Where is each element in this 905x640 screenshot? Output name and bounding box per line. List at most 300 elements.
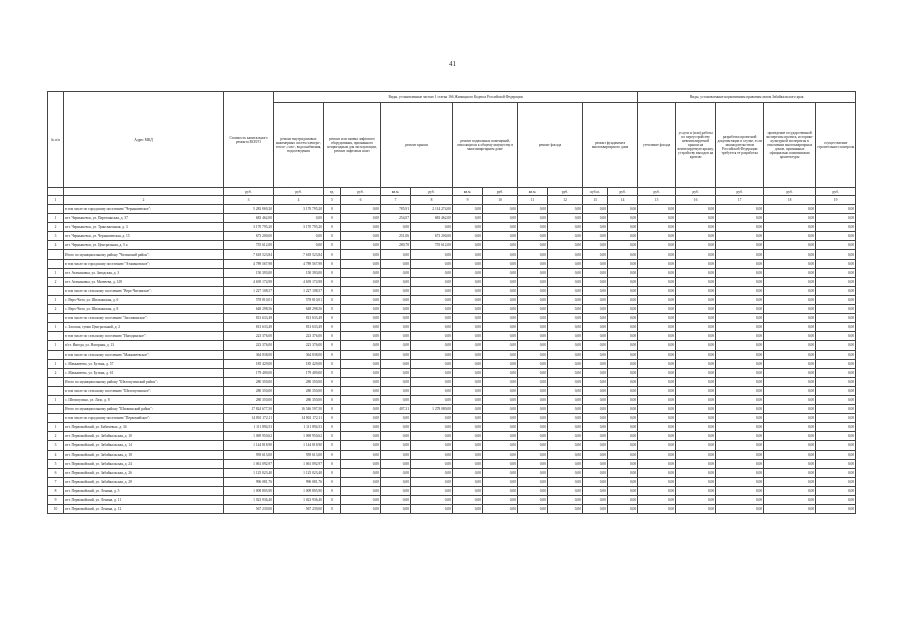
value-cell: 0,00 xyxy=(816,214,856,223)
address-cell: пгт. Чернышевск, ул. Чернышевская, д. 15 xyxy=(64,232,224,241)
value-cell: 0,00 xyxy=(381,359,411,368)
value-cell: 0,00 xyxy=(676,477,716,486)
value-cell: 0,00 xyxy=(608,214,638,223)
value-cell: 0,00 xyxy=(608,468,638,477)
value-cell: 0,00 xyxy=(638,359,676,368)
value-cell: 755 612,00 xyxy=(224,241,274,250)
value-cell: 0,00 xyxy=(453,432,483,441)
value-cell: 150 393,00 xyxy=(274,268,324,277)
value-cell: 0,00 xyxy=(483,359,518,368)
header-foundation: ремонт фундамента многоквартирного дома xyxy=(583,103,638,188)
value-cell: 0,00 xyxy=(638,368,676,377)
table-row xyxy=(48,505,856,514)
value-cell: 0,00 xyxy=(716,268,764,277)
value-cell: 0,00 xyxy=(341,496,381,505)
unit-cell: руб. xyxy=(676,188,716,196)
value-cell: 0,00 xyxy=(816,359,856,368)
value-cell: 0,00 xyxy=(518,250,548,259)
value-cell: 0,00 xyxy=(381,341,411,350)
header-no: № п/п xyxy=(48,92,64,188)
value-cell: 0,00 xyxy=(341,432,381,441)
value-cell: 0,00 xyxy=(608,314,638,323)
address-cell: в том числе по сельскому поселению "Верх-Читинское": xyxy=(64,286,224,295)
value-cell: 0,00 xyxy=(676,405,716,414)
value-cell: 0,00 xyxy=(453,277,483,286)
value-cell: 0,00 xyxy=(583,205,608,214)
table-row xyxy=(48,323,856,332)
value-cell: 0,00 xyxy=(583,350,608,359)
value-cell: 0 xyxy=(324,205,341,214)
value-cell: 0,00 xyxy=(638,386,676,395)
value-cell: 0,00 xyxy=(341,505,381,514)
value-cell: 1 009 805,90 xyxy=(274,486,324,495)
value-cell: 0,00 xyxy=(453,450,483,459)
value-cell: 0,00 xyxy=(411,377,453,386)
value-cell: 0,00 xyxy=(518,305,548,314)
address-cell: в том числе по сельскому поселению "Шелопугинское": xyxy=(64,386,224,395)
address-cell: пгт. Чернышевск, ул. Центральная, д. 5 а xyxy=(64,241,224,250)
value-cell: 0,00 xyxy=(716,332,764,341)
value-cell: 0,00 xyxy=(381,423,411,432)
value-cell: 0,00 xyxy=(548,250,583,259)
row-number-cell: 2 xyxy=(48,305,64,314)
value-cell: 0,00 xyxy=(548,395,583,404)
value-cell: 0,00 xyxy=(716,277,764,286)
value-cell: 0,00 xyxy=(608,423,638,432)
value-cell: 0,00 xyxy=(483,232,518,241)
value-cell: 0,00 xyxy=(764,341,816,350)
value-cell: 0,00 xyxy=(676,223,716,232)
value-cell: 0,00 xyxy=(548,486,583,495)
value-cell: 0,00 xyxy=(764,377,816,386)
value-cell: 0,00 xyxy=(816,368,856,377)
value-cell: 0,00 xyxy=(453,259,483,268)
value-cell: 0,00 xyxy=(764,305,816,314)
value-cell: 578 810,01 xyxy=(274,295,324,304)
value-cell: 0,00 xyxy=(453,496,483,505)
value-cell: 0,00 xyxy=(816,332,856,341)
value-cell: 0,00 xyxy=(676,386,716,395)
table-row xyxy=(48,305,856,314)
row-number-cell: 7 xyxy=(48,477,64,486)
value-cell: 0,00 xyxy=(411,295,453,304)
header-facade: ремонт фасада xyxy=(518,103,583,188)
value-cell: 0,00 xyxy=(453,214,483,223)
value-cell: 0,00 xyxy=(381,486,411,495)
value-cell: 0,00 xyxy=(518,377,548,386)
value-cell: 185 429,00 xyxy=(274,359,324,368)
table-row xyxy=(48,259,856,268)
value-cell: 0,00 xyxy=(411,323,453,332)
column-number: 14 xyxy=(608,196,638,205)
unit-cell: руб. xyxy=(764,188,816,196)
value-cell: 0,00 xyxy=(716,423,764,432)
value-cell: 0,00 xyxy=(381,250,411,259)
value-cell: 0,00 xyxy=(453,232,483,241)
value-cell: 0,00 xyxy=(676,505,716,514)
value-cell: 0,00 xyxy=(816,486,856,495)
value-cell: 0,00 xyxy=(483,214,518,223)
value-cell: 0,00 xyxy=(608,368,638,377)
value-cell: 0,00 xyxy=(483,496,518,505)
value-cell: 0,00 xyxy=(764,223,816,232)
row-number-cell: 1 xyxy=(48,323,64,332)
value-cell: 223 376,00 xyxy=(274,341,324,350)
value-cell: 0,00 xyxy=(608,268,638,277)
value-cell: 0,00 xyxy=(548,323,583,332)
value-cell: 0,00 xyxy=(411,268,453,277)
value-cell: 0,00 xyxy=(716,368,764,377)
value-cell: 1 125 023,40 xyxy=(274,468,324,477)
value-cell: 0,00 xyxy=(716,496,764,505)
value-cell: 0,00 xyxy=(341,486,381,495)
value-cell: 4 639 174,98 xyxy=(274,277,324,286)
value-cell: 0,00 xyxy=(638,205,676,214)
value-cell: 0,00 xyxy=(341,368,381,377)
address-cell: пгт. Первомайский, ул. Забайкальская, д. 10 xyxy=(64,432,224,441)
value-cell: 7 618 523,84 xyxy=(274,250,324,259)
value-cell: 0,00 xyxy=(764,359,816,368)
value-cell: 0,00 xyxy=(411,496,453,505)
column-number: 15 xyxy=(638,196,676,205)
column-number: 19 xyxy=(816,196,856,205)
value-cell: 0 xyxy=(324,441,341,450)
value-cell: 0,00 xyxy=(411,459,453,468)
value-cell: 0,00 xyxy=(764,468,816,477)
address-cell: пгт. Атамановка, ул. Матвеева, д. 128 xyxy=(64,277,224,286)
value-cell: 0,00 xyxy=(764,323,816,332)
row-number-cell: 1 xyxy=(48,341,64,350)
value-cell: 0,00 xyxy=(676,250,716,259)
value-cell: 0,00 xyxy=(716,350,764,359)
unit-cell: руб. xyxy=(638,188,676,196)
value-cell: 0,00 xyxy=(453,414,483,423)
value-cell: 0,00 xyxy=(676,350,716,359)
value-cell: 0,00 xyxy=(341,386,381,395)
value-cell: 0 xyxy=(324,395,341,404)
value-cell: 0,00 xyxy=(341,450,381,459)
value-cell: 0,00 xyxy=(816,241,856,250)
value-cell: 0 xyxy=(324,496,341,505)
value-cell: 0,00 xyxy=(548,441,583,450)
units-row xyxy=(48,188,856,196)
column-number: 8 xyxy=(411,196,453,205)
value-cell: 683 462,00 xyxy=(411,214,453,223)
value-cell: 0,00 xyxy=(816,314,856,323)
value-cell: 0,00 xyxy=(608,432,638,441)
value-cell: 0,00 xyxy=(381,468,411,477)
value-cell: 0,00 xyxy=(453,323,483,332)
row-number-cell xyxy=(48,314,64,323)
value-cell: 0,00 xyxy=(676,305,716,314)
value-cell: 0,00 xyxy=(816,250,856,259)
value-cell: 0,00 xyxy=(341,295,381,304)
value-cell: 17 824 677,50 xyxy=(224,405,274,414)
value-cell: 0,00 xyxy=(676,423,716,432)
value-cell: 0,00 xyxy=(764,477,816,486)
value-cell: 0,00 xyxy=(583,441,608,450)
table-row xyxy=(48,450,856,459)
value-cell: 0,00 xyxy=(453,341,483,350)
address-cell: с. Засопка, тупик Центральный, д. 2 xyxy=(64,323,224,332)
value-cell: 0,00 xyxy=(716,232,764,241)
table-row xyxy=(48,423,856,432)
value-cell: 1 069 950,62 xyxy=(274,432,324,441)
value-cell: 1 278 080,00 xyxy=(411,405,453,414)
value-cell: 0,00 xyxy=(483,441,518,450)
value-cell: 0,00 xyxy=(518,332,548,341)
value-cell: 3 170 795,20 xyxy=(274,223,324,232)
value-cell: 0,00 xyxy=(483,277,518,286)
column-number: 3 xyxy=(224,196,274,205)
value-cell: 0,00 xyxy=(638,214,676,223)
value-cell: 0,00 xyxy=(608,232,638,241)
value-cell: 0,00 xyxy=(381,368,411,377)
value-cell: 0,00 xyxy=(816,277,856,286)
value-cell: 0,00 xyxy=(583,323,608,332)
unit-cell: ед. xyxy=(324,188,341,196)
value-cell: 0,00 xyxy=(548,232,583,241)
value-cell: 0,00 xyxy=(583,241,608,250)
table-row xyxy=(48,477,856,486)
value-cell: 4 789 567,98 xyxy=(274,259,324,268)
table-row xyxy=(48,241,856,250)
value-cell: 0,00 xyxy=(341,305,381,314)
table-row xyxy=(48,459,856,468)
value-cell: 280,78 xyxy=(381,241,411,250)
value-cell: 0,00 xyxy=(716,214,764,223)
address-cell: с. Верх-Чита, ул. Шилкинская, д. 6 xyxy=(64,295,224,304)
value-cell: 0,00 xyxy=(381,259,411,268)
value-cell: 0,00 xyxy=(453,423,483,432)
address-cell: пгт. Атамановка, ул. Заводская, д. 3 xyxy=(64,268,224,277)
value-cell: 0,00 xyxy=(583,223,608,232)
unit-cell: кв.м. xyxy=(381,188,411,196)
value-cell: 0,00 xyxy=(676,459,716,468)
value-cell: 0,00 xyxy=(764,295,816,304)
value-cell: 0,00 xyxy=(548,477,583,486)
header-design-docs: разработка проектной документации в случае, если законодательством Российской Федерации требуется ее разработка xyxy=(716,103,764,188)
row-number-cell: 2 xyxy=(48,277,64,286)
value-cell: 0,00 xyxy=(483,395,518,404)
value-cell: 0,00 xyxy=(381,223,411,232)
value-cell: 0,00 xyxy=(341,350,381,359)
value-cell: 0,00 xyxy=(816,414,856,423)
value-cell: 683 462,00 xyxy=(224,214,274,223)
value-cell: 0,00 xyxy=(764,350,816,359)
value-cell: 0,00 xyxy=(764,277,816,286)
table-row xyxy=(48,359,856,368)
value-cell: 0,00 xyxy=(411,305,453,314)
value-cell: 0,00 xyxy=(453,268,483,277)
value-cell: 0,00 xyxy=(453,486,483,495)
value-cell: 0,00 xyxy=(764,214,816,223)
value-cell: 0,00 xyxy=(764,450,816,459)
value-cell: 0,00 xyxy=(518,277,548,286)
value-cell: 0,00 xyxy=(453,314,483,323)
value-cell: 0,00 xyxy=(638,268,676,277)
value-cell: 0,00 xyxy=(638,441,676,450)
value-cell: 0,00 xyxy=(638,459,676,468)
value-cell: 1 111 894,53 xyxy=(274,423,324,432)
value-cell: 0,00 xyxy=(518,295,548,304)
value-cell: 0,00 xyxy=(548,259,583,268)
value-cell: 0,00 xyxy=(548,332,583,341)
value-cell: 0,00 xyxy=(638,450,676,459)
value-cell: 0,00 xyxy=(816,259,856,268)
value-cell: 0,00 xyxy=(411,332,453,341)
value-cell: 0,00 xyxy=(638,332,676,341)
value-cell: 0,00 xyxy=(411,468,453,477)
value-cell: 0,00 xyxy=(608,395,638,404)
value-cell: 1 023 936,40 xyxy=(274,496,324,505)
value-cell: 0,00 xyxy=(483,250,518,259)
value-cell: 0,00 xyxy=(453,205,483,214)
value-cell: 0 xyxy=(324,368,341,377)
value-cell: 0,00 xyxy=(483,377,518,386)
unit-cell: куб.м. xyxy=(583,188,608,196)
value-cell: 0,00 xyxy=(608,386,638,395)
value-cell: 0,00 xyxy=(483,341,518,350)
value-cell: 0,00 xyxy=(381,295,411,304)
value-cell: 0,00 xyxy=(716,486,764,495)
value-cell: 0,00 xyxy=(483,432,518,441)
value-cell: 0,00 xyxy=(518,232,548,241)
value-cell: 0,00 xyxy=(638,286,676,295)
header-construction-control: осуществление строительного контроля xyxy=(816,103,856,188)
column-number: 5 xyxy=(324,196,341,205)
value-cell: 0,00 xyxy=(716,323,764,332)
table-row xyxy=(48,405,856,414)
header-roof-conversion: услуги и (или) работы по переустройству невентилируемой крыши на вентилируемую крышу, устройству выходов на кровлю xyxy=(676,103,716,188)
value-cell: 4 639 174,98 xyxy=(224,277,274,286)
address-cell: п/ст. Ингода, ул. Нагорная, д. 13 xyxy=(64,341,224,350)
address-cell: пгт. Первомайский, ул. Забайкальская, д. 14 xyxy=(64,441,224,450)
value-cell: 0,00 xyxy=(483,332,518,341)
row-number-cell xyxy=(48,332,64,341)
value-cell: 0,00 xyxy=(764,432,816,441)
value-cell: 0,00 xyxy=(453,395,483,404)
value-cell: 0,00 xyxy=(274,232,324,241)
capital-repair-table xyxy=(47,91,856,514)
value-cell: 0,00 xyxy=(764,459,816,468)
value-cell: 0,00 xyxy=(638,314,676,323)
unit-cell: руб. xyxy=(274,188,324,196)
value-cell: 0,00 xyxy=(341,232,381,241)
address-cell: в том числе по сельскому поселению "Маккавеевское": xyxy=(64,350,224,359)
value-cell: 280 350,00 xyxy=(224,395,274,404)
value-cell: 0,00 xyxy=(341,314,381,323)
row-number-cell xyxy=(48,414,64,423)
value-cell: 0,00 xyxy=(411,223,453,232)
table-row xyxy=(48,332,856,341)
value-cell: 0,00 xyxy=(453,223,483,232)
value-cell: 0,00 xyxy=(381,386,411,395)
value-cell: 0,00 xyxy=(608,332,638,341)
row-number-cell: 9 xyxy=(48,496,64,505)
value-cell: 0,00 xyxy=(638,305,676,314)
value-cell: 0,00 xyxy=(274,241,324,250)
value-cell: 0,00 xyxy=(518,223,548,232)
value-cell: 3 170 795,20 xyxy=(274,205,324,214)
value-cell: 0,00 xyxy=(518,259,548,268)
column-number: 13 xyxy=(583,196,608,205)
value-cell: 1 227 108,57 xyxy=(274,286,324,295)
value-cell: 0,00 xyxy=(638,423,676,432)
value-cell: 0,00 xyxy=(453,305,483,314)
value-cell: 0,00 xyxy=(764,232,816,241)
column-number: 6 xyxy=(341,196,381,205)
value-cell: 0,00 xyxy=(548,341,583,350)
column-number: 18 xyxy=(764,196,816,205)
value-cell: 0,00 xyxy=(583,505,608,514)
value-cell: 0,00 xyxy=(608,350,638,359)
value-cell: 0,00 xyxy=(764,414,816,423)
table-row xyxy=(48,414,856,423)
row-number-cell: 1 xyxy=(48,359,64,368)
value-cell: 0,00 xyxy=(638,241,676,250)
value-cell: 4 789 567,98 xyxy=(224,259,274,268)
value-cell: 0,00 xyxy=(381,450,411,459)
value-cell: 0,00 xyxy=(716,250,764,259)
value-cell: 0,00 xyxy=(548,268,583,277)
value-cell: 0,00 xyxy=(483,241,518,250)
value-cell: 0,00 xyxy=(764,368,816,377)
value-cell: 0,00 xyxy=(583,377,608,386)
table-row xyxy=(48,250,856,259)
value-cell: 0,00 xyxy=(341,377,381,386)
value-cell: 0,00 xyxy=(583,395,608,404)
value-cell: 0,00 xyxy=(548,295,583,304)
value-cell: 0,00 xyxy=(608,486,638,495)
value-cell: 0,00 xyxy=(676,486,716,495)
value-cell: 0,00 xyxy=(716,477,764,486)
value-cell: 223 376,00 xyxy=(224,332,274,341)
value-cell: 0,00 xyxy=(411,450,453,459)
value-cell: 0,00 xyxy=(583,359,608,368)
value-cell: 0,00 xyxy=(518,214,548,223)
value-cell: 1 144 818,90 xyxy=(274,441,324,450)
value-cell: 0,00 xyxy=(341,205,381,214)
value-cell: 0,00 xyxy=(716,305,764,314)
value-cell: 0,00 xyxy=(716,377,764,386)
table-row xyxy=(48,468,856,477)
value-cell: 0,00 xyxy=(716,432,764,441)
value-cell: 0,00 xyxy=(453,332,483,341)
value-cell: 0,00 xyxy=(816,477,856,486)
row-number-cell xyxy=(48,386,64,395)
value-cell: 0,00 xyxy=(716,259,764,268)
value-cell: 0,00 xyxy=(608,305,638,314)
value-cell: 0,00 xyxy=(716,223,764,232)
value-cell: 0 xyxy=(324,450,341,459)
value-cell: 0,00 xyxy=(583,423,608,432)
value-cell: 1 069 950,62 xyxy=(224,432,274,441)
value-cell: 0,00 xyxy=(341,341,381,350)
value-cell: 0,00 xyxy=(716,441,764,450)
value-cell: 0,00 xyxy=(816,395,856,404)
column-number: 9 xyxy=(453,196,483,205)
value-cell: 0,00 xyxy=(816,341,856,350)
value-cell: 0,00 xyxy=(676,286,716,295)
value-cell: 0,00 xyxy=(453,505,483,514)
value-cell: 0 xyxy=(324,305,341,314)
value-cell: 0,00 xyxy=(608,377,638,386)
value-cell: 0,00 xyxy=(483,259,518,268)
value-cell: 0,00 xyxy=(583,405,608,414)
value-cell: 0,00 xyxy=(638,486,676,495)
value-cell: 0,00 xyxy=(638,259,676,268)
